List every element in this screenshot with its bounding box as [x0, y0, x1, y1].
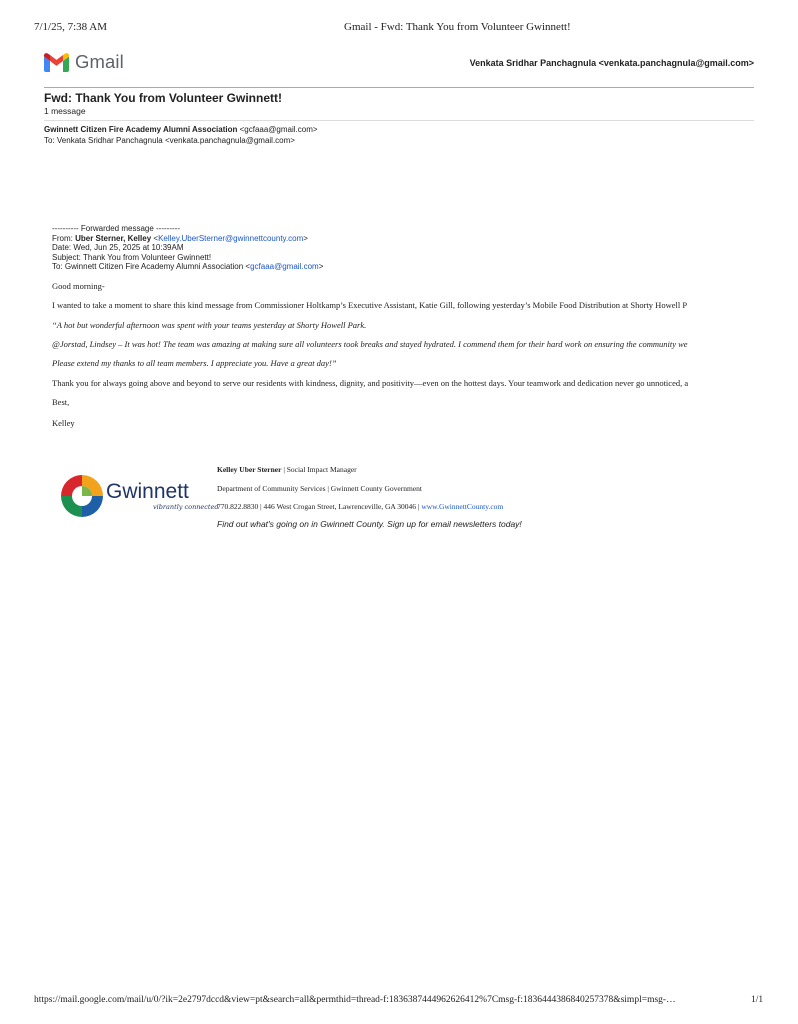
header-divider	[44, 87, 754, 88]
body-closing: Best,	[52, 397, 70, 407]
signature-contact: 770.822.8830 | 446 West Crogan Street, Lawrenceville, GA 30046 |	[217, 502, 422, 511]
forwarded-header	[52, 224, 323, 272]
forward-subject: Subject: Thank You from Volunteer Gwinnett!	[52, 252, 212, 262]
forward-date: Date: Wed, Jun 25, 2025 at 10:39AM	[52, 243, 184, 253]
forward-to-label: To: Gwinnett Citizen Fire Academy Alumni Association <	[52, 262, 251, 272]
body-quote-1: “A hot but wonderful afternoon was spent with your teams yesterday at Shorty Howell Park.	[52, 320, 367, 330]
message-to: To: Venkata Sridhar Panchagnula <venkata.panchagnula@gmail.com>	[44, 136, 295, 145]
forward-from-name: Uber Sterner, Kelley	[75, 233, 152, 243]
forward-from-email-link[interactable]: Kelley.UberSterner@gwinnettcounty.com	[158, 233, 304, 243]
forward-divider: ---------- Forwarded message ---------	[52, 224, 180, 233]
signature-department: Department of Community Services | Gwinnett County Government	[217, 484, 423, 493]
print-footer-url: https://mail.google.com/mail/u/0/?ik=2e2797dccd&view=pt&search=all&permthid=thread-f:1836387444962626412%7Cmsg-f:1836444386840257378&simpl=msg-…	[34, 995, 676, 1005]
gmail-wordmark: Gmail	[75, 51, 124, 72]
gwinnett-wordmark: Gwinnett	[106, 479, 189, 503]
body-quote-2: @Jorstad, Lindsey – It was hot! The team was amazing at making sure all volunteers took breaks and stayed hydrated. I commend them for their hard work on ensuring the community we	[52, 339, 688, 349]
sender-name: Gwinnett Citizen Fire Academy Alumni Association	[44, 125, 238, 134]
print-page-number: 1/1	[751, 995, 764, 1005]
signature-name: Kelley Uber Sterner	[217, 465, 282, 474]
signature-name-line	[217, 465, 357, 474]
print-page-title: Gmail - Fwd: Thank You from Volunteer Gwinnett!	[344, 21, 571, 33]
gwinnett-emblem-icon	[60, 474, 104, 518]
gwinnett-logo	[60, 474, 219, 518]
account-identity: Venkata Sridhar Panchagnula <venkata.panchagnula@gmail.com>	[469, 58, 754, 68]
body-paragraph-intro: I wanted to take a moment to share this kind message from Commissioner Holtkamp’s Executive Assistant, Katie Gill, following yesterday’s Mobile Food Distribution at Shorty Howell P	[52, 300, 688, 310]
gwinnett-wordmark-block	[104, 479, 219, 511]
body-greeting: Good morning-	[52, 281, 105, 291]
body-quote-3: Please extend my thanks to all team members. I appreciate you. Have a great day!”	[52, 358, 337, 368]
signature-website-link[interactable]: www.GwinnettCounty.com	[421, 502, 504, 511]
gwinnett-tagline: vibrantly connected	[153, 502, 219, 511]
sender-email: <gcfaaa@gmail.com>	[237, 125, 318, 134]
signature-contact-line	[217, 502, 503, 511]
forward-to-bracket-close: >	[318, 262, 324, 272]
gmail-logo[interactable]	[44, 51, 124, 73]
signature-newsletter-cta[interactable]: Find out what's going on in Gwinnett County. Sign up for email newsletters today!	[217, 519, 522, 529]
signature-role: | Social Impact Manager	[281, 465, 357, 474]
forward-to-email-link[interactable]: gcfaaa@gmail.com	[250, 262, 319, 272]
forward-from	[52, 234, 323, 244]
message-count: 1 message	[44, 106, 86, 116]
body-signoff: Kelley	[52, 418, 75, 428]
body-paragraph-thanks: Thank you for always going above and beyond to serve our residents with kindness, dignity, and positivity—even on the hottest days. Your teamwork and dedication never go unnoticed, a	[52, 378, 689, 388]
forward-from-bracket: <	[151, 233, 159, 243]
thread-subject: Fwd: Thank You from Volunteer Gwinnett!	[44, 91, 282, 105]
print-datetime: 7/1/25, 7:38 AM	[34, 21, 108, 33]
forward-from-bracket-close: >	[303, 233, 308, 243]
forward-to	[52, 262, 323, 272]
gmail-m-icon	[44, 53, 69, 72]
message-from	[44, 125, 318, 134]
thread-divider	[44, 120, 754, 121]
forward-from-label: From:	[52, 233, 76, 243]
